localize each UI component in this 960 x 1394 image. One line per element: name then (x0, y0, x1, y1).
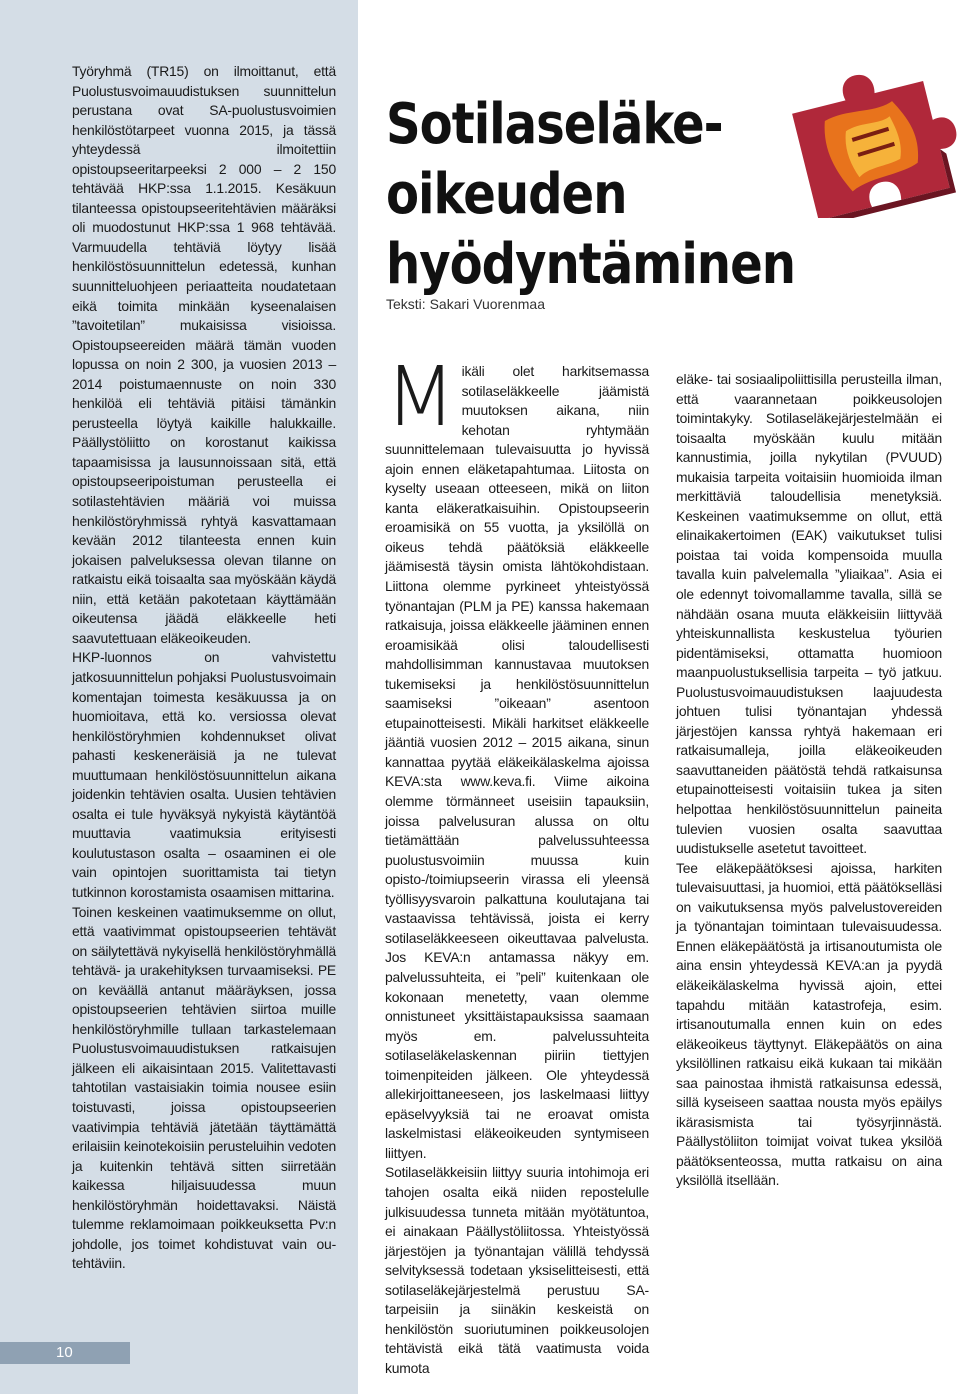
sidebar-paragraph: Työryhmä (TR15) on ilmoittanut, että Puolustusvoimauudistuksen suunnittelun perustana ovat SA-puolustusvoimien henkilöstötarpeet vuonna 2015, ja tässä yhteydessä ilmoitettiin opistoupseeritarpeeksi 2 000 – 2 150 tehtävää HKP:ssa 1.1.2015. Kesäkuun tilanteessa opistoupseeritehtävien määräksi oli muodostunut HKP:ssa 1 968 tehtävää. Varmuudella tehtäviä löytyy lisää henkilöstösuunnittelun edetessä, kunhan suunnitteluohjeen periaatteita noudatetaan eikä toimita minkään kyseenalaisen ”tavoitetilan” mukaisissa visioissa. Opistoupseereiden määrä tämän vuoden lopussa on noin 2 300, ja vuosien 2013 – 2014 poistumaennuste on noin 330 henkilöä eli tehtäviä pitäisi tämänkin perusteella löytyä kaikille halukkaille. Päällystöliitto on korostanut kaikissa tapaamisissa ja lausunnoissaan sitä, että opistoupseeripoistuman perusteella ei sotilastehtävien määriä voi muissa henkilöstöryhmissä ryhtyä kasvattamaan kevään 2012 tilanteesta ennen kuin jokaisen palveluksessa olevan tilanne on ratkaistu eikä toisaalta saa myöskään käydä niin, että ketään pakotetaan käyttämään oikeutensa jäädä eläkkeelle heti saavutettuaan eläkeoikeuden. (72, 63, 336, 646)
sidebar-paragraph: Toinen keskeinen vaatimuksemme on ollut, että vaativimmat opistoupseerien tehtävät on säilytettävä nykyisellä henkilöstöryhmällä tehtävä- ja urakehityksen turvaamiseksi. PE on keväällä antanut määräyksen, jossa opistoupseerien tehtävien siirtoa muille henkilöstöryhmille tullaan tarkastelemaan Puolustusvoimauudistuksen ratkaisujen jälkeen eli aikaisintaan 2015. Valitettavasti tahtotilan vastaisiakin toimia nousee esiin toistuvasti, joissa opistoupseerien vaativimpia tehtäviä jätetään täyttämättä erilaisiin keinotekoisiin perusteluihin vedoten ja kuitenkin tehtävä sitten siirretään kaikessa hiljaisuudessa muun henkilöstöryhmän hoidettavaksi. Näistä tulemme reklamoimaan poikkeuksetta Pv:n johdolle, jos toimet kohdistuvat vain ou-tehtäviin. (72, 903, 336, 1272)
title-line: hyödyntäminen (386, 232, 795, 297)
sidebar-text (72, 62, 336, 1274)
drop-cap: M (385, 350, 456, 445)
title-line: Sotilaseläke- (386, 92, 723, 157)
article-paragraph: Tee eläkepäätöksesi ajoissa, harkiten tulevaisuuttasi, ja huomioi, että päätökselläsi on vaikutuksensa myös palvelustovereiden ja työnantajan toimintaan tulevaisuudessa. Ennen eläkepäätöstä ja irtisanoutumista ole aina ensin yhteydessä KEVA:an ja pyydä eläkeikälaskelma hyvissä ajoin, ettei tapahdu mitään katastrofeja, esim. irtisanoutumalla ennen kuin on edes eläkeoikeus täyttynyt. Eläkepäätös on aina yksilöllinen ratkaisu eikä kukaan tai mikään saa painostaa ihmistä ratkaisunsa edessä, sillä kyseiseen saattaa nousta myös epäilys ikärasismista tai työsyrjinnästä. Päällystöliiton toimijat voivat tukea yksilöä päätöksenteossa, mutta ratkaisu on aina yksilöllä itsellään. (676, 859, 942, 1189)
page-number: 10 (56, 1344, 73, 1361)
puzzle-piece-graphic (760, 58, 960, 218)
sidebar-paragraph: HKP-luonnos on vahvistettu jatkosuunnittelun pohjaksi Puolustusvoimain komentajan toimesta kesäkuussa ja on huomioitava, että ko. versiossa olevat henkilöstöryhmien kohdennukset olivat pahasti keskeneräisiä ja ne tulevat muuttumaan henkilöstösuunnittelun aikana joidenkin tehtävien osalta. Uusien tehtävien osalta ei tule hyväksyä nykyistä käytäntöä muuttavia vaatimuksia erityisesti koulutustason osalta – osaaminen ei ole vain opintojen suorittamista tai tietyn tutkinnon korostamista osaamisen mittarina. (72, 649, 336, 900)
article-title (386, 90, 795, 300)
article-column-middle (385, 350, 649, 1378)
article-paragraph-text: ikäli olet harkitsemassa sotilaseläkkeelle jäämistä muutoksen aikana, niin kehotan ryhtymään suunnittelemaan tulevaisuutta jo hyvissä ajoin ennen eläketapahtumaa. Liitosta on kyselty useaan otteeseen, mikä on liiton kanta eläkeratkaisuihin. Opistoupseerin eroamisikä on 55 vuotta, ja yksilöllä on oikeus tehdä päätöksiä eläkkeelle jäämisestä täysin omista lähtökohdistaan. Liittona olemme pyrkineet yhteistyössä työnantajan (PLM ja PE) kanssa hakemaan ratkaisuja, joissa eläkkeelle jääminen ennen eroamisikää olisi taloudellisesti mahdollisimman kannustavaa muutoksen tukemiseksi ja henkilöstösuunnittelun saamiseksi ”oikeaan” asentoon etupainotteisesti. Mikäli harkitset eläkkeelle jääntiä vuosien 2012 – 2015 aikana, sinun kannattaa pyytää eläkeikälaskelma ajoissa KEVA:sta www.keva.fi. Viime aikoina olemme törmänneet useisiin tapauksiin, joissa palvelusuran alussa on oltu tietämättään palvelussuhteessa puolustusvoimiin muussa kuin opisto-/toimiupseerin virassa eli yleensä työllisyysvaroin palkattuna koulutajana tai vastaavissa tehtävissä, joista ei kerry sotilaseläkkeeseen oikeuttavaa palvelusta. Jos KEVA:n antamassa näkyy em. palvelussuhteita, ei ”peli” kuitenkaan ole kokonaan menetetty, vaan olemme onnistuneet yksittäistapauksissa saamaan myös em. palvelussuhteita sotilaseläkelaskennan piiriin tiettyjen toimenpiteiden jälkeen. Ole yhteydessä allekirjoittaneeseen, jos laskelmaasi liittyy epäselvyyksiä tai ne eroavat omista laskelmistasi eläkeoikeuden syntymiseen liittyen. (385, 363, 649, 1161)
article-paragraph: Sotilaseläkkeisiin liittyy suuria intohimoja eri tahojen osalta eikä niiden repostelulle julkisuudessa tunneta mitään myötätuntoa, ei ainakaan Päällystöliitossa. Yhteistyössä järjestöjen ja työnantajan välillä tehdyssä selvityksessä todetaan yksiselitteisesti, että sotilaseläkejärjestelmä perustuu SA-tarpeisiin ja siinäkin keskeistä on henkilöstön suoriutuminen poikkeusolojen tehtävistä eikä tätä vaatimusta voida kumota (385, 1164, 649, 1376)
title-line: oikeuden (386, 162, 627, 227)
article-column-right (676, 370, 942, 1191)
byline: Teksti: Sakari Vuorenmaa (386, 296, 545, 312)
article-paragraph: eläke- tai sosiaalipoliittisilla perusteilla ilman, että vaarannetaan poikkeusolojen toimintakyky. Sotilaseläkejärjestelmään ei toisaalta myöskään kuulu mitään kannustimia, joilla nykytilan (PVUUD) mukaisia tarpeita voitaisiin huomioida ilman merkittäviä taloudellisia menetyksiä. Keskeinen vaatimuksemme on ollut, että elinaikakertoimen (EAK) vaikutukset tulisi poistaa tai voida kompensoida muulla tavalla kuin palvelemalla ”yliaikaa”. Asia ei ole edennyt toivomallamme tavalla, sillä se nähdään osana muuta eläkkeisiin liittyvää yhteiskunnallista keskustelua työurien pidentämiseksi, ottamatta huomioon maanpuolustuksellisia tarpeita – työ jatkuu. Puolustusvoimauudistuksen laajuudesta johtuen tulisi työnantajan yhdessä järjestöjen kanssa ryhtyä hakemaan eri ratkaisumalleja, joilla eläkeoikeuden saavuttaneiden päätöstä tehdä ratkaisunsa etupainotteisesti voitaisiin tukea ja siten helpottaa henkilöstösuunnittelun paineita tulevien vuosien osalta saavuttaa uudistukselle asetetut tavoitteet. (676, 371, 942, 857)
article-paragraph (385, 350, 649, 1163)
